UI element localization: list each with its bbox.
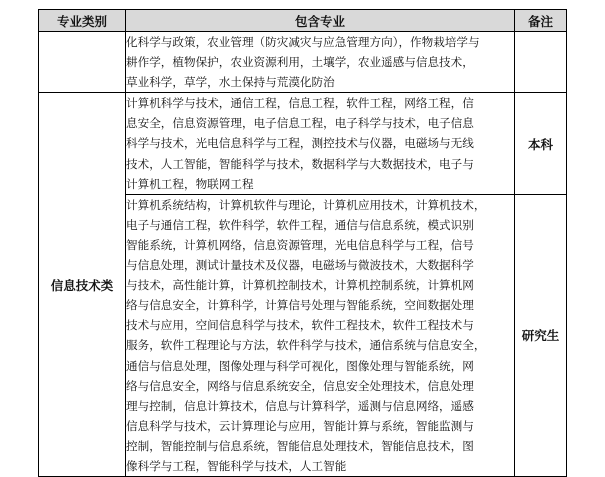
majors-line: 计算机工程，物联网工程 [126, 176, 254, 191]
majors-table [38, 9, 567, 477]
majors-line: 智能系统，计算机网络，信息资源管理，光电信息科学与工程，信号 [126, 237, 474, 252]
table-row [39, 93, 567, 194]
majors-line: 计算机系统结构，计算机软件与理论，计算机应用技术，计算机技术， [126, 197, 486, 212]
category-cell-info-tech: 信息技术类 [39, 93, 126, 477]
majors-line: 像科学与工程，智能科学与技术，人工智能 [126, 458, 347, 473]
majors-line: 草业科学，草学，水土保持与荒漠化防治 [126, 75, 335, 90]
majors-line: 信息科学与技术，云计算理论与应用，智能计算与系统，智能监测与 [126, 418, 474, 433]
majors-line: 控制，智能控制与信息系统，智能信息处理技术，智能信息技术，图 [126, 438, 474, 453]
majors-line: 与技术，高性能计算，计算机控制技术，计算机控制系统，计算机网 [126, 278, 474, 293]
category-cell [39, 32, 126, 93]
majors-line: 科学与技术，光电信息科学与工程，测控技术与仪器，电磁场与无线 [126, 136, 474, 151]
majors-line: 耕作学，植物保护，农业资源利用，土壤学，农业遥感与信息技术， [126, 55, 474, 70]
majors-line: 电子与通信工程，软件科学，软件工程，通信与信息系统，模式识别 [126, 217, 474, 232]
majors-line: 技术与应用，空间信息科学与技术，软件工程技术，软件工程技术与 [126, 318, 474, 333]
header-note: 备注 [515, 10, 567, 32]
header-majors: 包含专业 [126, 10, 515, 32]
majors-line: 息安全，信息资源管理，电子信息工程，电子科学与技术，电子信息 [126, 116, 474, 131]
header-row [39, 10, 567, 32]
majors-cell [126, 93, 515, 194]
majors-line: 理与控制，信息计算技术，信息与计算科学，遥测与信息网络，遥感 [126, 398, 474, 413]
note-cell-graduate: 研究生 [515, 194, 567, 476]
majors-line: 技术，人工智能，智能科学与技术，数据科学与大数据技术，电子与 [126, 156, 474, 171]
header-category: 专业类别 [39, 10, 126, 32]
majors-line: 络与信息安全，计算科学，计算信号处理与智能系统，空间数据处理 [126, 298, 474, 313]
majors-cell [126, 194, 515, 476]
majors-line: 络与信息安全，网络与信息系统安全，信息安全处理技术，信息处理 [126, 378, 474, 393]
note-cell [515, 32, 567, 93]
table-row [39, 32, 567, 93]
majors-line: 计算机科学与技术，通信工程，信息工程，软件工程，网络工程，信 [126, 96, 474, 111]
majors-cell [126, 32, 515, 93]
majors-line: 通信与信息处理，图像处理与科学可视化，图像处理与智能系统，网 [126, 358, 474, 373]
majors-line: 服务，软件工程理论与方法，软件科学与技术，通信系统与信息安全， [126, 338, 486, 353]
majors-line: 与信息处理，测试计量技术及仪器，电磁场与微波技术，大数据科学 [126, 258, 474, 273]
majors-line: 化科学与政策，农业管理（防灾减灾与应急管理方向），作物栽培学与 [126, 35, 480, 49]
note-cell-undergrad: 本科 [515, 93, 567, 194]
